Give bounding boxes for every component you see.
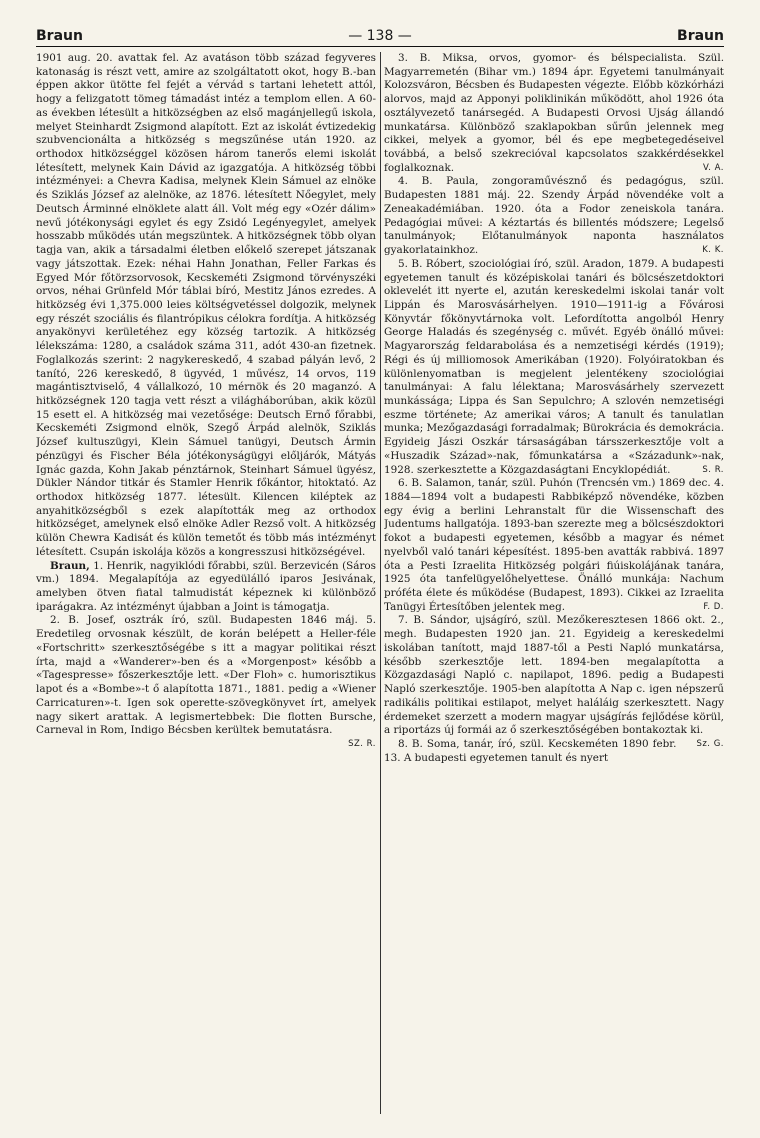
right-column [384,52,724,1118]
entry-text: 6. B. Salamon, tanár, szül. Puhón (Trencsén vm.) 1869 dec. 4. 1884—1894 volt a budapesti Rabbiképző növendéke, közben egy évig a berlini Lehranstalt für die Wissenschaft des Judentums hallgatója. 1893-ban szerezte meg a bölcsészdoktori fokot a budapesti egyetemen, később a magyar és német nyelvből való tanári képesítést. 1895-ben avatták rabbivá. 1897 óta a Pesti Izraelita Hitközség polgári fiúiskolájának tanára, 1925 óta tanfelügyelőhelyettese. Önálló munkája: Nachum próféta élete és működése (Budapest, 1893). Cikkei az Izraelita Tanügyi Értesítőben jelentek meg. [384,477,724,613]
entry-headword: Braun, [50,559,90,572]
entry-continuation-paragraph: 1901 aug. 20. avattak fel. Az avatáson több század fegyveres katonaság is részt vett, amire az szolgáltatott okot, hogy B.-ban éppen akkor ütötte fel fejét a vérvád s tartani lehetett attól, hogy a felizgatott tömeg támadást intéz a templom ellen. A 60-as években létesült a hitközségben az első magánjellegű iskola, melyet Steinhardt Zsigmond alapított. Ezt az iskolát évtizedekig szubvencionálta a hitközség s megszűnése után 1920. az orthodox hitközséggel közösen három tanerős elemi iskolát létesített, melynek Kain Dávid az igazgatója. A hitközség többi intézményei: a Chevra Kadisa, melynek Klein Sámuel az elnöke és Sziklás József az alelnöke, az 1876. létesített Nőegylet, mely Deutsch Árminné elnöklete alatt áll. Volt még egy «Ozér dálim» nevű jótékonysági egylet és egy Zsidó Legényegylet, amelyek hosszabb működés után megszüntek. A hitközségnek több olyan tagja van, akik a társadalmi életben előkelő szerepet játszanak vagy játszottak. Ezek: néhai Hahn Jonathan, Feller Farkas és Egyed Mór főtörzsorvosok, Kecskeméti Zsigmond törvényszéki orvos, néhai Grünfeld Mór táblai bíró, Mestitz János ezredes. A hitközség évi 1,375.000 leies költségvetéssel dolgozik, melynek egy részét szociális és filantrópikus célokra fordítja. A hitközség anyakönyvi kerületéhez egy község tartozik. A hitközség lélekszáma: 1280, a családok száma 311, adót 430-an fizetnek. Foglalkozás szerint: 2 nagykereskedő, 4 szabad pályán levő, 2 tanító, 226 kereskedő, 8 ügyvéd, 1 művész, 14 orvos, 119 magántisztviselő, 4 vállalkozó, 10 mérnök és 20 maganzó. A hitközségnek 120 tagja vett részt a világháborúban, akik közül 15 esett el. A hitközség mai vezetősége: Deutsch Ernő főrabbi, Kecskeméti Zsigmond elnök, Szegő Árpád alelnök, Sziklás József kultuszügyi, Klein Sámuel tanügyi, Deutsch Ármin pénzügyi és Fischer Béla jótékonyságügyi előljárók, Mátyás Ignác gazda, Kohn Jakab pénztárnok, Steinhart Sámuel ügyész, Dükler Nándor titkár és Stamler Henrik főkántor, hitoktató. Az orthodox hitközség 1877. létesült. Kilencen kiléptek az anyahitközségből s ezek alapították meg az orthodox hitközséget, amelynek első elnöke Adler Rezső volt. A hitközség külön Chewra Kadisát és külön temetőt és több más intézményt létesített. Csupán iskolája közös a kongresszusi hitközségével. [36,52,376,558]
author-signature: SZ. R. [348,738,376,749]
entry-braun-salamon [384,477,724,614]
entry-text: 3. B. Miksa, orvos, gyomor- és bélspecialista. Szül. Magyarremetén (Bihar vm.) 1894 ápr. Egyetemi tanulmányait Kolozsváron, Bécsben és Budapesten végezte. Előbb közkórházi alorvos, majd az Apponyi poliklinikán működött, ahol 1926 óta osztályvezető tanársegéd. A Budapesti Orvosi Ujság állandó munkatársa. Különböző szaklapokban sűrűn jelennek meg cikkei, melyek a gyomor, bél és epe megbetegedéseivel továbbá, a belső szekrecióval kapcsolatos szakkérdésekkel foglalkoznak. [384,52,724,174]
author-signature: S. R. [702,464,724,475]
entry-text: 5. B. Róbert, szociológiai író, szül. Aradon, 1879. A budapesti egyetemen tanult és középiskolai tanári és bölcsészetdoktori oklevelét itt nyerte el, azután kereskedelmi iskolai tanár volt Lippán és Marosvásárhelyen. 1910—1911-ig a Fővárosi Könyvtár főkönyvtárnoka volt. Lefordította angolból Henry George Haladás és szegénység c. művét. Egyéb önálló művei: Magyarország feldarabolása és a nemzetiségi kérdés (1919); Régi és új milliomosok Amerikában (1920). Folyóiratokban és különlenyomatban is megjelent jelentékeny szociológiai tanulmányai: A falu lélektana; Marosvásárhely szervezett munkássága; Lippa és San Sepulchro; A szlovén nemzetiségi eszme története; Az amerikai város; A tanult és tanulatlan munka; Mezőgazdasági forradalmak; Bürokrácia és demokrácia. Egyideig Jászi Oszkár társaságában társszerkesztője volt a «Huszadik Század»-nak, főmunkatársa a «Századunk»-nak, 1928. szerkesztette a Közgazdaságtani Encyklopédiát. [384,257,724,476]
author-signature: K. K. [702,245,724,256]
entry-text: 7. B. Sándor, ujságíró, szül. Mezőkeresztesen 1866 okt. 2., megh. Budapesten 1920 jan. 21. Egyideig a kereskedelmi iskolában tanított, majd 1887-től a Pesti Napló munkatársa, később szerkesztője lett. 1894-ben megalapította a Közgazdasági Napló c. napilapot, 1896. pedig a Budapesti Napló szerkesztője. 1905-ben alapította A Nap c. igen népszerű radikális politikai estilapot, melyet haláláig szerkesztett. Nagy érdemeket szerzett a modern magyar ujságírás fejlődése körül, a riportázs új formái az ő szerkesztőségében bontakoztak ki. [384,614,724,737]
entry-braun-soma [384,738,724,765]
entry-braun-josef [36,614,376,749]
entry-text: 4. B. Paula, zongoraművésznő és pedagógus, szül. Budapesten 1881 máj. 22. Szendy Árpád növendéke volt a Zeneakadémiában. 1920. óta a Fodor zeneiskola tanára. Pedagógiai művei: A kéztartás és billentés módszere; Legelső tanulmányok; Előtanulmányok naponta használatos gyakorlatainkhoz. [384,175,724,257]
entry-text: 2. B. Josef, osztrák író, szül. Budapesten 1846 máj. 5. Eredetileg orvosnak készült, de korán belépett a Heller-féle «Fortschritt» szerkesztőségébe s itt a magyar politikai részt írta, majd a «Wanderer»-ben és a «Morgenpost» később a «Tagespresse» főszerkesztője lett. «Der Floh» c. humorisztikus lapot és a «Bombe»-t ő alapította 1871., 1881. pedig a «Wiener Carricaturen»-t. Igen sok operette-szövegkönyvet írt, amelyek nagy sikert arattak. A legismertebbek: Die flotten Bursche, Carneval in Rom, Indigo Bécsben kerültek bemutatásra. [36,614,376,737]
entry-braun-paula [384,175,724,257]
entry-braun-robert [384,258,724,478]
page-number: — 138 — [348,28,412,44]
entry-text: 1. Henrik, nagyiklódi főrabbi, szül. Berzevicén (Sáros vm.) 1894. Megalapítója az egyedülálló iparos Jesivának, amelyben ötven fiatal talmudistát képeznek ki különböző iparágakra. Az intézményt újabban a Joint is támogatja. [36,559,376,613]
author-signature: F. D. [703,601,724,612]
header-left-keyword: Braun [36,28,83,44]
page-header [36,20,724,47]
entry-braun-sandor [384,614,724,749]
author-signature: V. A. [703,162,724,173]
entry-braun-henrik [36,560,376,615]
entry-braun-miksa [384,52,724,175]
header-right-keyword: Braun [677,28,724,44]
left-column [36,52,376,1118]
column-divider [380,52,381,1114]
author-signature: Sz. G. [696,738,724,749]
entry-text: 8. B. Soma, tanár, író, szül. Kecskeméten 1890 febr. 13. A budapesti egyetemen tanult és nyert [384,737,677,764]
